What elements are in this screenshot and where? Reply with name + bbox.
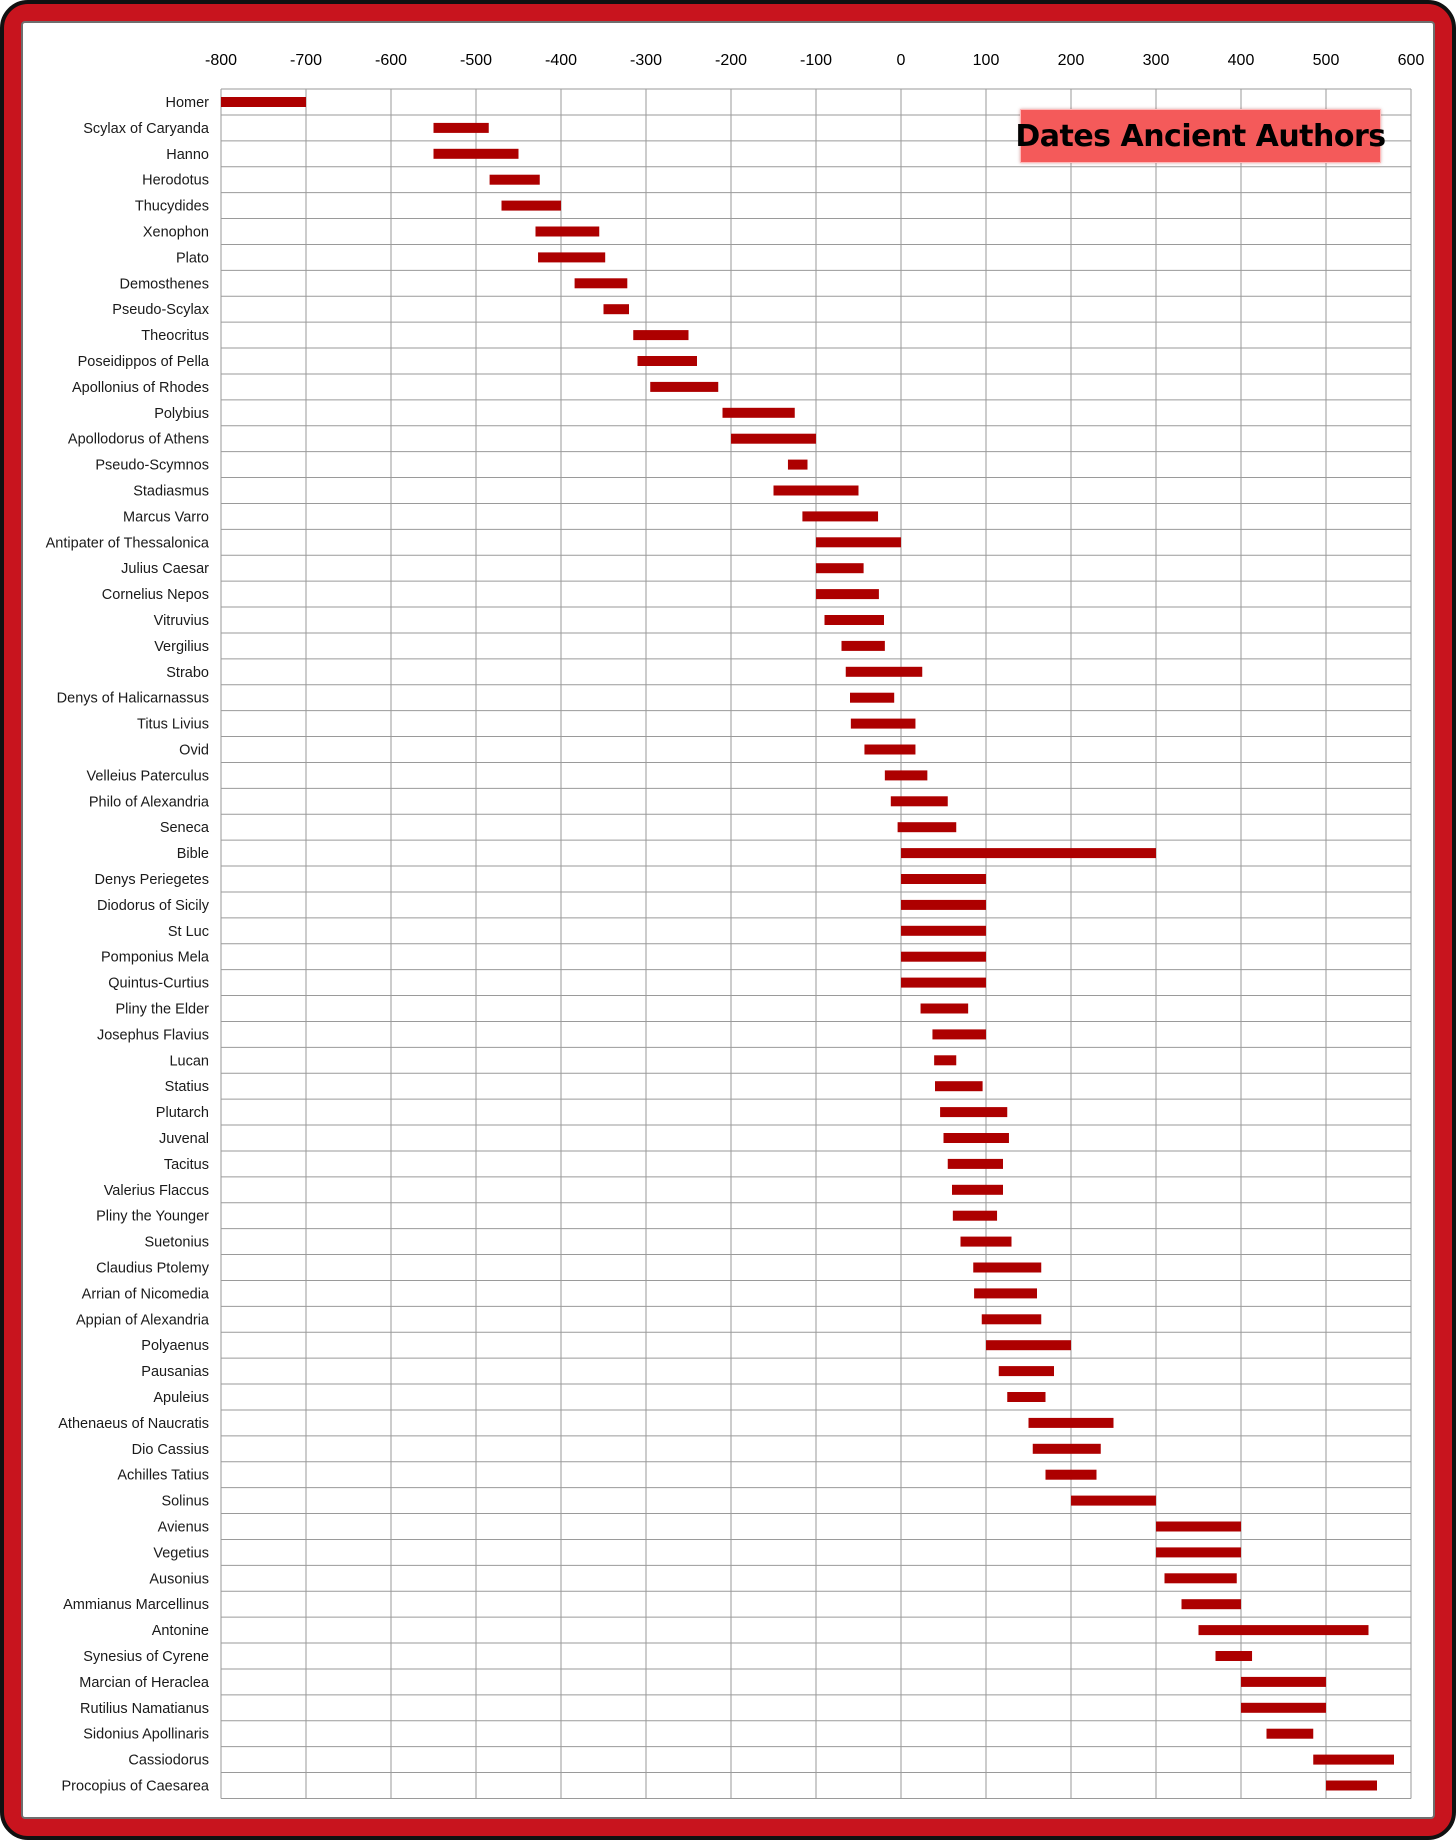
bar-pliny-the-younger	[953, 1211, 997, 1221]
bar-titus-livius	[851, 719, 916, 729]
bar-theocritus	[633, 330, 688, 340]
bar-vergilius	[842, 641, 885, 651]
category-label: Thucydides	[134, 198, 209, 215]
category-label: Ammianus Marcellinus	[63, 1597, 209, 1614]
category-label: Avienus	[157, 1519, 209, 1536]
category-label: Polybius	[154, 405, 209, 422]
bar-homer	[221, 97, 306, 107]
category-label: Scylax of Caryanda	[83, 120, 209, 137]
category-label: Procopius of Caesarea	[61, 1778, 209, 1795]
bar-diodorus-of-sicily	[901, 900, 986, 910]
bar-velleius-paterculus	[885, 770, 928, 780]
category-label: Antonine	[151, 1623, 209, 1640]
category-label: Apollodorus of Athens	[67, 431, 209, 448]
bar-julius-caesar	[816, 563, 864, 573]
bar-josephus-flavius	[932, 1029, 986, 1039]
bar-suetonius	[961, 1237, 1012, 1247]
x-tick-label: -100	[799, 52, 833, 69]
category-label: Velleius Paterculus	[86, 768, 209, 785]
bar-pomponius-mela	[901, 952, 986, 962]
bar-polybius	[723, 408, 795, 418]
bar-quintus-curtius	[901, 978, 986, 988]
x-tick-label: 0	[896, 52, 906, 69]
bar-poseidippos-of-pella	[638, 356, 698, 366]
category-label: Claudius Ptolemy	[96, 1260, 209, 1277]
bar-ammianus-marcellinus	[1182, 1599, 1242, 1609]
bar-valerius-flaccus	[952, 1185, 1003, 1195]
x-tick-label: 500	[1312, 52, 1340, 69]
bar-bible	[901, 848, 1156, 858]
x-tick-label: -600	[374, 52, 408, 69]
bar-seneca	[898, 822, 957, 832]
bar-herodotus	[490, 175, 540, 185]
category-label: Seneca	[159, 820, 209, 837]
category-label: Sidonius Apollinaris	[83, 1726, 209, 1743]
chart-svg	[23, 23, 1435, 1819]
category-label: Pausanias	[141, 1364, 209, 1381]
category-label: Marcian of Heraclea	[79, 1674, 209, 1691]
x-tick-label: 100	[972, 52, 1000, 69]
bar-dio-cassius	[1033, 1444, 1101, 1454]
bar-ausonius	[1165, 1573, 1237, 1583]
bar-achilles-tatius	[1046, 1470, 1097, 1480]
category-label: Rutilius Namatianus	[80, 1700, 209, 1717]
bar-apuleius	[1007, 1392, 1045, 1402]
x-tick-label: 400	[1227, 52, 1255, 69]
bar-arrian-of-nicomedia	[974, 1288, 1037, 1298]
bar-denys-periegetes	[901, 874, 986, 884]
category-label: Appian of Alexandria	[75, 1312, 209, 1329]
bar-plato	[538, 252, 605, 262]
category-label: Solinus	[161, 1493, 209, 1510]
bar-tacitus	[948, 1159, 1003, 1169]
chart-title: Dates Ancient Authors	[1015, 118, 1386, 154]
chart-title-box	[1015, 109, 1386, 163]
bar-claudius-ptolemy	[973, 1263, 1041, 1273]
bar-vegetius	[1156, 1547, 1241, 1557]
category-label: Xenophon	[142, 224, 209, 241]
chart-panel	[21, 21, 1435, 1819]
category-labels	[46, 95, 210, 1795]
category-label: St Luc	[167, 923, 209, 940]
category-label: Diodorus of Sicily	[96, 897, 209, 914]
x-tick-label: -500	[459, 52, 493, 69]
category-label: Stadiasmus	[133, 483, 209, 500]
category-label: Plato	[175, 250, 209, 267]
bar-synesius-of-cyrene	[1216, 1651, 1253, 1661]
category-label: Ovid	[179, 742, 209, 759]
category-label: Homer	[165, 95, 209, 111]
bar-apollodorus-of-athens	[731, 434, 816, 444]
category-label: Titus Livius	[137, 716, 209, 733]
bar-plutarch	[940, 1107, 1007, 1117]
category-label: Athenaeus of Naucratis	[58, 1415, 209, 1432]
grid-layer	[221, 89, 1411, 1798]
bar-denys-of-halicarnassus	[850, 693, 894, 703]
bar-demosthenes	[575, 278, 628, 288]
bar-pliny-the-elder	[921, 1004, 969, 1014]
bar-stadiasmus	[774, 486, 859, 496]
category-label: Josephus Flavius	[96, 1027, 209, 1044]
category-label: Tacitus	[163, 1156, 209, 1173]
bar-apollonius-of-rhodes	[650, 382, 718, 392]
category-label: Synesius of Cyrene	[83, 1649, 209, 1665]
category-label: Philo of Alexandria	[88, 794, 209, 811]
category-label: Antipater of Thessalonica	[45, 535, 209, 552]
category-label: Statius	[164, 1079, 209, 1096]
category-label: Ausonius	[149, 1571, 209, 1588]
bar-xenophon	[536, 227, 600, 237]
category-label: Quintus-Curtius	[108, 975, 209, 992]
category-label: Polyaenus	[141, 1338, 209, 1355]
bar-philo-of-alexandria	[891, 796, 948, 806]
bar-scylax-of-caryanda	[434, 123, 489, 133]
bar-pseudo-scylax	[604, 304, 630, 314]
x-tick-label: 600	[1397, 52, 1425, 69]
x-tick-label: -800	[204, 52, 238, 69]
category-label: Pseudo-Scylax	[112, 302, 209, 319]
category-label: Pliny the Elder	[115, 1001, 209, 1018]
category-label: Apollonius of Rhodes	[71, 379, 209, 396]
category-label: Juvenal	[159, 1131, 209, 1147]
category-label: Apuleius	[153, 1390, 209, 1406]
bar-marcian-of-heraclea	[1241, 1677, 1326, 1687]
category-label: Poseidippos of Pella	[77, 354, 209, 370]
category-label: Achilles Tatius	[117, 1467, 209, 1484]
category-label: Pomponius Mela	[101, 949, 209, 966]
bar-antipater-of-thessalonica	[816, 537, 901, 547]
bar-hanno	[434, 149, 519, 159]
category-label: Vergilius	[154, 638, 209, 655]
x-tick-label: 200	[1057, 52, 1085, 69]
bar-avienus	[1156, 1522, 1241, 1532]
category-label: Dio Cassius	[131, 1441, 209, 1458]
category-label: Bible	[176, 846, 209, 863]
bar-polyaenus	[986, 1340, 1071, 1350]
category-label: Demosthenes	[119, 276, 209, 293]
category-label: Theocritus	[141, 328, 209, 345]
category-label: Hanno	[166, 146, 209, 163]
bar-marcus-varro	[802, 511, 878, 521]
category-label: Strabo	[166, 664, 209, 681]
x-tick-label: -300	[629, 52, 663, 69]
bar-pseudo-scymnos	[788, 460, 808, 470]
category-label: Herodotus	[142, 172, 209, 189]
bar-pausanias	[999, 1366, 1054, 1376]
category-label: Pseudo-Scymnos	[95, 457, 209, 474]
bar-antonine	[1199, 1625, 1369, 1635]
category-label: Suetonius	[144, 1234, 209, 1251]
category-label: Vitruvius	[153, 613, 209, 629]
category-label: Cornelius Nepos	[101, 587, 209, 604]
category-label: Valerius Flaccus	[103, 1182, 209, 1199]
category-label: Denys Periegetes	[94, 872, 209, 888]
bar-sidonius-apollinaris	[1267, 1729, 1314, 1739]
bar-procopius-of-caesarea	[1326, 1781, 1377, 1791]
bar-juvenal	[944, 1133, 1009, 1143]
x-tick-label: -200	[714, 52, 748, 69]
bar-statius	[935, 1081, 983, 1091]
bar-solinus	[1071, 1496, 1156, 1506]
category-label: Pliny the Younger	[96, 1208, 209, 1225]
bar-thucydides	[502, 201, 562, 211]
bar-cornelius-nepos	[816, 589, 879, 599]
bar-athenaeus-of-naucratis	[1029, 1418, 1114, 1428]
bar-lucan	[934, 1055, 956, 1065]
category-label: Lucan	[169, 1053, 209, 1070]
x-axis-ticks	[205, 52, 1424, 69]
bar-appian-of-alexandria	[982, 1314, 1042, 1324]
bar-rutilius-namatianus	[1241, 1703, 1326, 1713]
bar-ovid	[864, 745, 915, 755]
category-label: Julius Caesar	[121, 561, 209, 578]
bar-strabo	[846, 667, 923, 677]
category-label: Plutarch	[155, 1105, 209, 1122]
x-tick-label: -400	[544, 52, 578, 69]
category-label: Cassiodorus	[128, 1752, 209, 1769]
category-label: Arrian of Nicomedia	[81, 1286, 209, 1303]
category-label: Marcus Varro	[123, 509, 209, 526]
x-tick-label: 300	[1142, 52, 1170, 69]
bar-vitruvius	[825, 615, 885, 625]
bar-st-luc	[901, 926, 986, 936]
category-label: Denys of Halicarnassus	[56, 690, 209, 707]
category-label: Vegetius	[153, 1545, 209, 1562]
bar-cassiodorus	[1313, 1755, 1394, 1765]
x-tick-label: -700	[289, 52, 323, 69]
